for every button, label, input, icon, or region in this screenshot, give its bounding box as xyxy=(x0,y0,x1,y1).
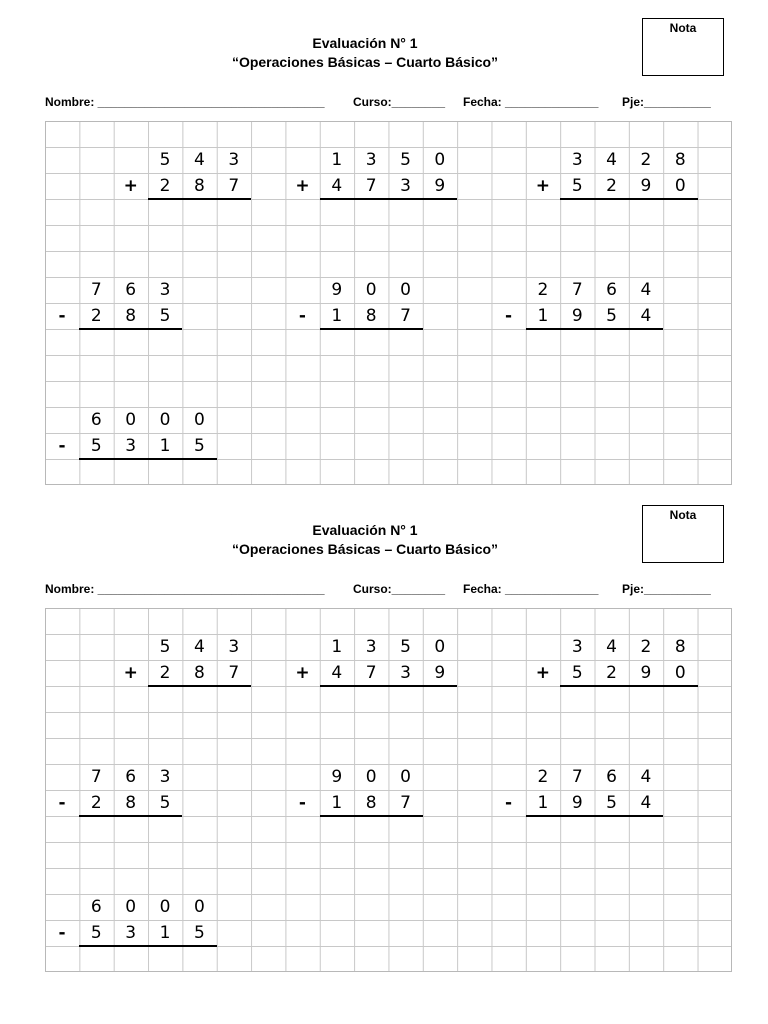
grade-box xyxy=(642,505,724,563)
answer-line xyxy=(320,198,457,200)
digit-top: 3 xyxy=(571,637,583,657)
digit-top: 7 xyxy=(90,767,102,787)
minus-sign: - xyxy=(58,923,66,943)
worksheet-title: Evaluación N° 1 xyxy=(312,522,418,538)
minus-sign: - xyxy=(58,436,66,456)
student-info-line xyxy=(45,582,735,600)
digit-bottom: 5 xyxy=(606,306,617,326)
digit-top: 0 xyxy=(365,280,377,300)
student-info-line xyxy=(45,95,735,113)
digit-bottom: 2 xyxy=(90,306,102,326)
digit-top: 5 xyxy=(400,637,411,657)
plus-sign: + xyxy=(535,663,551,683)
digit-bottom: 4 xyxy=(331,176,343,196)
digit-bottom: 7 xyxy=(400,793,411,813)
date-field[interactable]: Fecha: ______________ xyxy=(463,95,599,109)
digit-bottom: 0 xyxy=(674,176,686,196)
plus-sign: + xyxy=(295,663,310,683)
score-field[interactable]: Pje:__________ xyxy=(622,582,711,596)
answer-line xyxy=(79,815,182,817)
digit-top: 0 xyxy=(159,897,171,917)
digit-bottom: 1 xyxy=(159,923,171,943)
digit-top: 4 xyxy=(606,637,617,657)
score-field[interactable]: Pje:__________ xyxy=(622,95,711,109)
answer-line xyxy=(320,328,423,330)
digit-bottom: 5 xyxy=(571,663,583,683)
digit-top: 0 xyxy=(193,897,205,917)
grade-label: Nota xyxy=(669,508,697,522)
digit-bottom: 3 xyxy=(400,176,411,196)
grade-box xyxy=(642,18,724,76)
digit-bottom: 4 xyxy=(331,663,343,683)
digit-bottom: 8 xyxy=(365,793,377,813)
digit-top: 2 xyxy=(640,637,652,657)
answer-line xyxy=(560,198,697,200)
digit-bottom: 5 xyxy=(159,306,171,326)
answer-line xyxy=(148,198,251,200)
digit-top: 9 xyxy=(331,767,343,787)
answer-line xyxy=(320,815,423,817)
digit-top: 7 xyxy=(571,280,583,300)
digit-bottom: 9 xyxy=(640,176,652,196)
date-field[interactable]: Fecha: ______________ xyxy=(463,582,599,596)
digit-bottom: 5 xyxy=(193,923,205,943)
digit-top: 6 xyxy=(90,410,102,430)
digit-bottom: 5 xyxy=(193,436,205,456)
digit-top: 2 xyxy=(640,150,652,170)
digit-top: 6 xyxy=(606,280,617,300)
digit-top: 9 xyxy=(331,280,343,300)
answer-line xyxy=(79,945,216,947)
digit-bottom: 9 xyxy=(434,663,446,683)
digit-top: 6 xyxy=(125,280,137,300)
digit-bottom: 1 xyxy=(537,306,549,326)
digit-bottom: 8 xyxy=(125,793,137,813)
digit-bottom: 9 xyxy=(571,793,583,813)
digit-bottom: 8 xyxy=(193,176,205,196)
answer-line xyxy=(526,815,663,817)
worksheet-subtitle: “Operaciones Básicas – Cuarto Básico” xyxy=(231,54,499,70)
digit-bottom: 5 xyxy=(90,436,102,456)
digit-top: 5 xyxy=(400,150,411,170)
plus-sign: + xyxy=(295,176,310,196)
digit-top: 3 xyxy=(159,767,171,787)
digit-top: 1 xyxy=(331,150,343,170)
digit-bottom: 1 xyxy=(159,436,171,456)
digit-top: 0 xyxy=(434,150,446,170)
digit-top: 3 xyxy=(159,280,171,300)
plus-sign: + xyxy=(123,663,138,683)
minus-sign: - xyxy=(505,793,513,813)
digit-top: 4 xyxy=(193,637,205,657)
digit-bottom: 2 xyxy=(606,176,617,196)
digit-bottom: 5 xyxy=(571,176,583,196)
digit-bottom: 8 xyxy=(125,306,137,326)
digit-bottom: 2 xyxy=(159,176,171,196)
digit-bottom: 1 xyxy=(331,306,343,326)
digit-bottom: 9 xyxy=(571,306,583,326)
digit-bottom: 1 xyxy=(331,793,343,813)
digit-bottom: 2 xyxy=(159,663,171,683)
name-field[interactable]: Nombre: __________________________________ xyxy=(45,95,325,109)
digit-bottom: 2 xyxy=(606,663,617,683)
worksheet-subtitle: “Operaciones Básicas – Cuarto Básico” xyxy=(231,541,499,557)
minus-sign: - xyxy=(58,306,66,326)
digit-top: 8 xyxy=(674,637,686,657)
digit-bottom: 1 xyxy=(537,793,549,813)
answer-line xyxy=(560,685,697,687)
minus-sign: - xyxy=(505,306,513,326)
course-field[interactable]: Curso:________ xyxy=(353,95,446,109)
digit-top: 4 xyxy=(640,280,652,300)
digit-bottom: 9 xyxy=(640,663,652,683)
digit-top: 0 xyxy=(400,767,411,787)
digit-top: 2 xyxy=(537,280,549,300)
digit-top: 7 xyxy=(571,767,583,787)
digit-top: 0 xyxy=(159,410,171,430)
digit-bottom: 5 xyxy=(159,793,171,813)
digit-top: 3 xyxy=(365,150,377,170)
digit-bottom: 4 xyxy=(640,793,652,813)
digit-bottom: 5 xyxy=(606,793,617,813)
digit-top: 6 xyxy=(90,897,102,917)
digit-top: 0 xyxy=(365,767,377,787)
digit-top: 3 xyxy=(365,637,377,657)
digit-bottom: 3 xyxy=(400,663,411,683)
name-field[interactable]: Nombre: __________________________________ xyxy=(45,582,325,596)
digit-bottom: 5 xyxy=(90,923,102,943)
minus-sign: - xyxy=(298,306,306,326)
digit-bottom: 7 xyxy=(365,176,377,196)
plus-sign: + xyxy=(123,176,138,196)
digit-bottom: 7 xyxy=(365,663,377,683)
digit-bottom: 7 xyxy=(228,663,240,683)
digit-top: 0 xyxy=(125,410,137,430)
digit-top: 3 xyxy=(228,637,240,657)
digit-top: 4 xyxy=(606,150,617,170)
digit-top: 0 xyxy=(400,280,411,300)
digit-top: 7 xyxy=(90,280,102,300)
digit-top: 4 xyxy=(640,767,652,787)
digit-bottom: 7 xyxy=(400,306,411,326)
digit-top: 6 xyxy=(606,767,617,787)
answer-line xyxy=(320,685,457,687)
digit-top: 1 xyxy=(331,637,343,657)
digit-bottom: 2 xyxy=(90,793,102,813)
digit-bottom: 7 xyxy=(228,176,240,196)
digit-bottom: 8 xyxy=(193,663,205,683)
plus-sign: + xyxy=(535,176,551,196)
digit-bottom: 3 xyxy=(125,436,137,456)
digit-top: 6 xyxy=(125,767,137,787)
answer-line xyxy=(79,458,216,460)
digit-top: 5 xyxy=(159,637,171,657)
answer-line xyxy=(148,685,251,687)
course-field[interactable]: Curso:________ xyxy=(353,582,446,596)
worksheet-title: Evaluación N° 1 xyxy=(312,35,418,51)
digit-top: 2 xyxy=(537,767,549,787)
digit-top: 5 xyxy=(159,150,171,170)
digit-top: 4 xyxy=(193,150,205,170)
worksheet-copy xyxy=(0,0,768,490)
digit-top: 0 xyxy=(125,897,137,917)
worksheet-copy xyxy=(0,487,768,977)
digit-top: 0 xyxy=(434,637,446,657)
digit-bottom: 9 xyxy=(434,176,446,196)
digit-bottom: 8 xyxy=(365,306,377,326)
digit-top: 3 xyxy=(228,150,240,170)
digit-top: 0 xyxy=(193,410,205,430)
answer-line xyxy=(79,328,182,330)
grade-label: Nota xyxy=(669,21,697,35)
digit-top: 3 xyxy=(571,150,583,170)
minus-sign: - xyxy=(298,793,306,813)
answer-line xyxy=(526,328,663,330)
minus-sign: - xyxy=(58,793,66,813)
digit-bottom: 0 xyxy=(674,663,686,683)
digit-bottom: 3 xyxy=(125,923,137,943)
digit-bottom: 4 xyxy=(640,306,652,326)
digit-top: 8 xyxy=(674,150,686,170)
